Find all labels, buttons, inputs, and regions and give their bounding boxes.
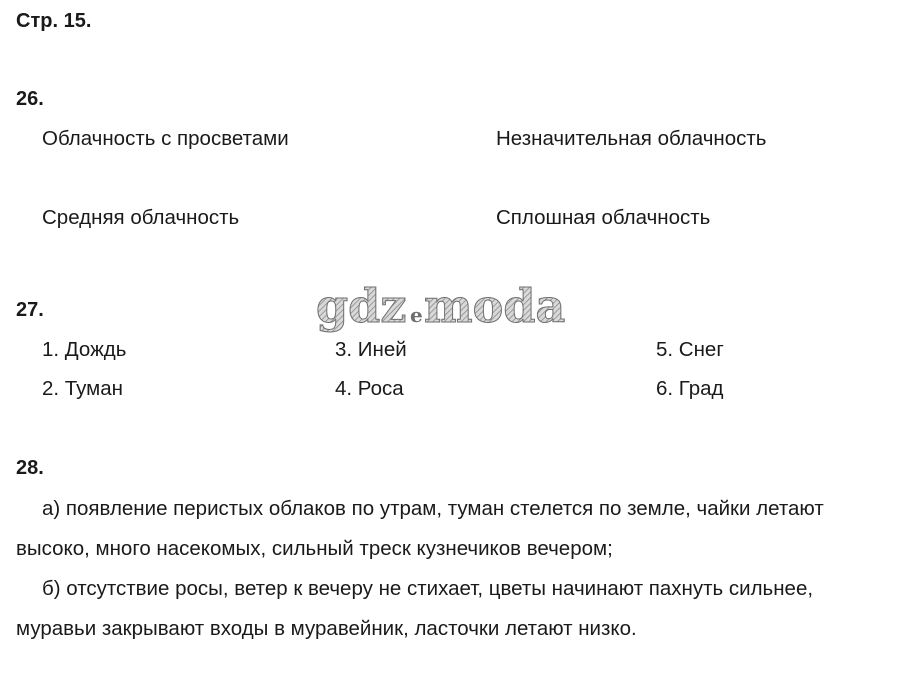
task-26-item-2: Незначительная облачность xyxy=(496,127,767,150)
task-27-item-1: 1. Дождь xyxy=(42,338,127,361)
watermark-part-gdz: gdz xyxy=(316,279,407,333)
watermark-dot-e: e xyxy=(410,303,423,327)
task-26-item-4: Сплошная облачность xyxy=(496,206,711,229)
page-title: Стр. 15. xyxy=(16,10,92,32)
task-27-number: 27. xyxy=(16,299,44,321)
task-27-item-6: 6. Град xyxy=(656,377,724,400)
task-28-line-1: а) появление перистых облаков по утрам, туман стелется по земле, чайки летают xyxy=(42,497,824,520)
task-26-item-1: Облачность с просветами xyxy=(42,127,289,150)
task-27-item-2: 2. Туман xyxy=(42,377,123,400)
task-28-line-2: высоко, много насекомых, сильный треск кузнечиков вечером; xyxy=(16,537,613,560)
gdz-moda-watermark-logo xyxy=(314,276,580,340)
task-27-item-4: 4. Роса xyxy=(335,377,404,400)
watermark-part-moda: moda xyxy=(424,279,566,333)
task-27-item-3: 3. Иней xyxy=(335,338,407,361)
task-28-line-4: муравьи закрывают входы в муравейник, ласточки летают низко. xyxy=(16,617,637,640)
task-27-item-5: 5. Снег xyxy=(656,338,724,361)
task-26-number: 26. xyxy=(16,88,44,110)
task-26-item-3: Средняя облачность xyxy=(42,206,240,229)
task-28-number: 28. xyxy=(16,457,44,479)
task-28-line-3: б) отсутствие росы, ветер к вечеру не стихает, цветы начинают пахнуть сильнее, xyxy=(42,577,814,600)
